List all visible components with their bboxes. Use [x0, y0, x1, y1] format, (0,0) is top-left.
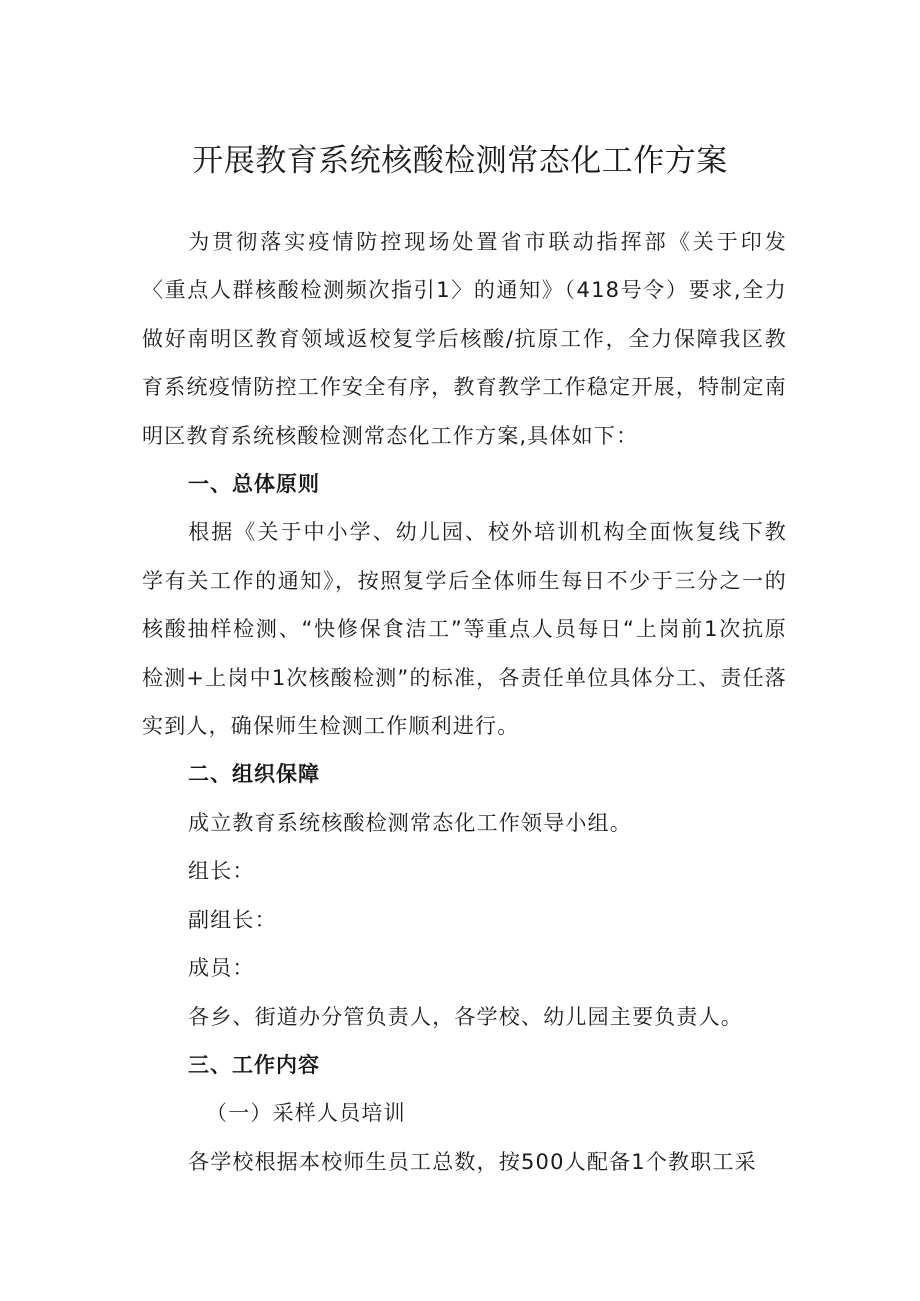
- principles-paragraph: 根据《关于中小学、幼儿园、校外培训机构全面恢复线下教学有关工作的通知》，按照复学后全体师生每日不少于三分之一的核酸抽样检测、“快修保食洁工”等重点人员每日“上岗前1次抗原检测+上岗中1次核酸检测”的标准，各责任单位具体分工、责任落实到人，确保师生检测工作顺利进行。: [142, 520, 787, 739]
- leader-label: 组长：: [188, 859, 255, 884]
- document-title: 开展教育系统核酸检测常态化工作方案: [192, 143, 728, 179]
- section-heading-work-content: 三、工作内容: [188, 1052, 320, 1077]
- deputy-leader-label: 副组长：: [188, 907, 277, 932]
- members-paragraph: 各乡、街道办分管负责人，各学校、幼儿园主要负责人。: [188, 1004, 743, 1029]
- members-label: 成员：: [188, 956, 255, 981]
- document-body: [142, 218, 787, 1186]
- organization-paragraph: 成立教育系统核酸检测常态化工作领导小组。: [188, 810, 632, 835]
- section-heading-organization: 二、组织保障: [188, 762, 320, 787]
- intro-paragraph: 为贯彻落实疫情防控现场处置省市联动指挥部《关于印发〈重点人群核酸检测频次指引1〉的通知》（418号令）要求,全力做好南明区教育领域返校复学后核酸/抗原工作，全力保障我区教育系统疫情防控工作安全有序，教育教学工作稳定开展，特制定南明区教育系统核酸检测常态化工作方案,具体如下：: [142, 230, 787, 448]
- training-paragraph: 各学校根据本校师生员工总数，按500人配备1个教职工采: [188, 1149, 757, 1174]
- subsection-heading-training: （一）采样人员培训: [206, 1101, 406, 1126]
- section-heading-principles: 一、总体原则: [188, 472, 320, 497]
